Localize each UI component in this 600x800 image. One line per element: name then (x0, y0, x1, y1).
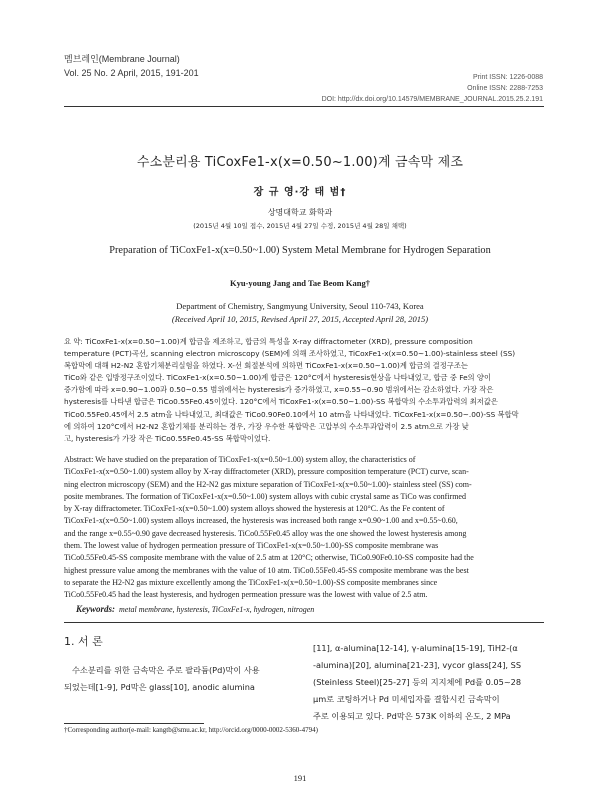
dates-korean: (2015년 4월 10일 접수, 2015년 4월 27일 수정, 2015년 4월 28일 채택) (193, 222, 407, 230)
body-line: μm로 코팅하거나 Pd 미세입자를 결합시킨 금속막이 (313, 694, 500, 704)
body-line: 주로 이용되고 있다. Pd막은 573K 이하의 온도, 2 MPa (313, 711, 511, 721)
doi-link[interactable]: DOI: http://dx.doi.org/10.14579/MEMBRANE_JOURNAL.2015.25.2.191 (321, 96, 543, 103)
abstract-ko-line: 증가함에 따라 x=0.90~1.00과 0.50~0.55 범위에서는 hysteresis가 증가하였고, x=0.55~0.90 범위에서는 감소하였다. 가장 작은 (64, 385, 494, 395)
body-line: -alumina)[20], alumina[21-23], vycor glass[24], SS (313, 660, 522, 670)
abstract-ko-line: temperature (PCT)곡선, scanning electron microscopy (SEM)에 의해 조사하였고, TiCoxFe1-x(x=0.50~1.00)-stainless steel (SS) (64, 349, 516, 359)
print-issn: Print ISSN: 1226-0088 (472, 74, 543, 81)
issn-block (322, 72, 543, 105)
title-korean: 수소분리용 TiCoxFe1-x(x=0.50~1.00)계 금속막 제조 (136, 155, 464, 170)
abstract-ko-line: 고, hysteresis가 가장 작은 TiCo0.55Fe0.45-SS 복합막이었다. (64, 433, 271, 443)
affiliation-english: Department of Chemistry, Sangmyung University, Seoul 110-743, Korea (176, 301, 424, 311)
abstract-english (64, 454, 542, 602)
abstract-ko-line: 에 의하여 120°C에서 H2-N2 혼합기체를 분리하는 경우, 가장 우수한 복합막은 고압부의 수소투과압력이 2.5 atm으로 가장 낮 (64, 421, 469, 431)
page-number: 191 (293, 773, 307, 783)
abstract-en-line: TiCoxFe1-x(x=0.50~1.00) system alloy by X-ray diffractometer (XRD), pressure composition temperature (PCT) curve, scan- (64, 467, 469, 477)
keywords-list: metal membrane, hysteresis, TiCoxFe1-x, hydrogen, nitrogen (119, 605, 315, 614)
footnote-rule (64, 723, 204, 724)
online-issn: Online ISSN: 2288-7253 (467, 85, 543, 92)
journal-name: 멤브레인(Membrane Journal) (64, 54, 180, 64)
body-line: 수소분리를 위한 금속막은 주로 팔라듐(Pd)막이 사용 (72, 665, 260, 675)
body-line: 되었는데[1-9], Pd막은 glass[10], anodic alumina (64, 682, 255, 692)
abstract-en-line: and the range x=0.55~0.90 gave decreased hysteresis. TiCo0.55Fe0.45 alloy was the one showed the lowest hysteresis among (64, 528, 467, 538)
journal-volume: Vol. 25 No. 2 April, 2015, 191-201 (64, 68, 199, 78)
abstract-en-line: to separate the H2-N2 gas mixture excellently among the TiCoxFe1-x(x=0.50~1.00)-SS composite membranes since (64, 577, 438, 587)
abstract-ko-line: TiCo와 같은 입방정구조이었다. TiCoxFe1-x(x=0.50~1.00)계 합금은 120°C에서 hysteresis현상을 나타내었고, 합금 중 Fe의 양이 (64, 373, 492, 383)
abstract-ko-line: TiCo0.55Fe0.45에서 2.5 atm을 나타내었고, 최대값은 TiCo0.90Fe0.10에서 10 atm을 나타내었다. TiCoxFe1-x(x=0.50~.00)-SS 복합막 (64, 409, 519, 419)
abstract-ko-line: hysteresis를 나타낸 합금은 TiCo0.55Fe0.45이었다. 120°C에서 TiCoxFe1-x(x=0.50~1.00)-SS 복합막의 수소투과압력의 최저값은 (64, 397, 498, 407)
abstract-en-line: TiCo0.55Fe0.45 had the least hysteresis, and hydrogen permeation pressure was the lowest with value of 2.5 atm. (64, 590, 428, 600)
header-rule (64, 106, 544, 107)
abstract-en-line: them. The lowest value of hydrogen permeation pressure of TiCoxFe1-x(x=0.50~1.00)-SS composite membrane was (64, 541, 439, 551)
affiliation-korean: 상명대학교 화학과 (267, 208, 333, 217)
section-title: 1. 서 론 (64, 635, 103, 648)
abstract-korean (64, 336, 542, 445)
title-english: Preparation of TiCoxFe1-x(x=0.50~1.00) System Metal Membrane for Hydrogen Separation (109, 245, 491, 256)
authors-english: Kyu-young Jang and Tae Beom Kang† (229, 278, 371, 288)
dates-english: (Received April 10, 2015, Revised April 27, 2015, Accepted April 28, 2015) (171, 314, 429, 324)
keywords-label: Keywords: (76, 604, 115, 614)
abstract-en-line: ning electron microscopy (SEM) and the H2-N2 gas mixture separation of TiCoxFe1-x(x=0.50~1.00)- stainless steel (SS) com- (64, 479, 472, 489)
keywords (76, 604, 314, 614)
body-column-left (64, 662, 274, 696)
body-line: (Steinless Steel)[25-27] 등의 지지체에 Pd를 0.05~28 (313, 677, 522, 687)
abstract-ko-line: 요 약: TiCoxFe1-x(x=0.50~1.00)계 합금을 제조하고, 합금의 특성을 X-ray diffractometer (XRD), pressure composition (64, 337, 473, 346)
section-rule (64, 622, 544, 623)
abstract-en-line: TiCoxFe1-x(x=0.50~1.00) system alloys increased, the hysteresis was increased both range x=0.90~1.00 and x=0.55~0.60, (64, 516, 458, 526)
authors-korean: 장 규 영·강 태 범† (253, 187, 347, 198)
corresponding-author-footnote: †Corresponding author(e-mail: kangtb@smu.ac.kr, http://orcid.org/0000-0002-5360-4794) (64, 726, 318, 734)
body-line: [11], α-alumina[12-14], γ-alumina[15-19], TiH2-(α (313, 643, 518, 653)
abstract-en-line: posite membranes. The formation of TiCoxFe1-x(x=0.50~1.00) system alloys with cubic crystal same as TiCo was confirmed (64, 491, 466, 501)
body-column-right (313, 640, 543, 725)
abstract-en-line: highest pressure value among the membranes with the value of 10 atm. TiCo0.55Fe0.45-SS composite membrane was the best (64, 565, 469, 575)
journal-header (64, 52, 199, 80)
abstract-ko-line: 복합막에 대해 H2-N2 혼합기체분리실험을 하였다. X-선 회절분석에 의하면 TiCoxFe1-x(x=0.50~1.00)계 합금의 결정구조는 (64, 361, 468, 371)
abstract-en-line: TiCo0.55Fe0.45-SS composite membrane with the value of 2.5 atm at 120°C; otherwise, TiCo0.90Fe0.10-SS composite had the (64, 553, 474, 563)
abstract-en-line: by X-ray diffractometer. TiCoxFe1-x(x=0.50~1.00) system alloys showed the hysteresis at 120°C. As the Fe content of (64, 504, 445, 514)
abstract-en-line: Abstract: We have studied on the preparation of TiCoxFe1-x(x=0.50~1.00) system alloy, the characteristics of (64, 455, 416, 464)
